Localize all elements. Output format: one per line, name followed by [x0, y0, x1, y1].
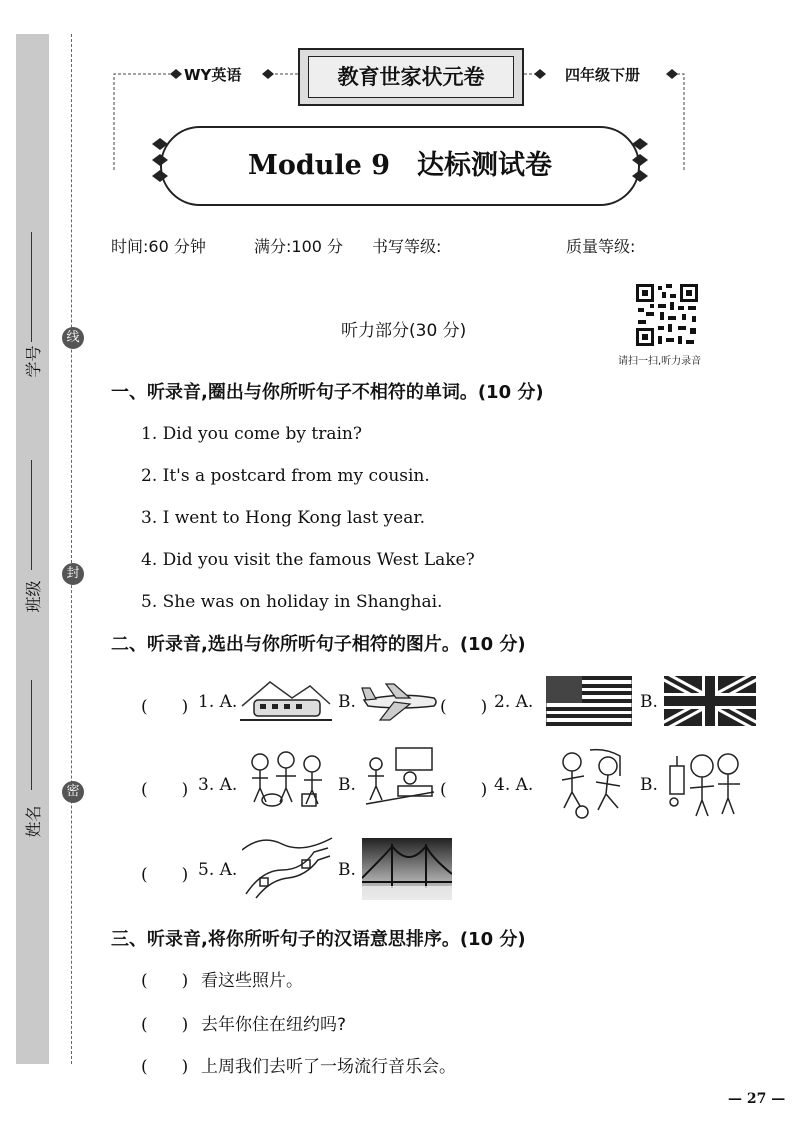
- seal-secret: 密: [62, 781, 84, 803]
- q3-option-a-label: 3. A.: [198, 775, 238, 795]
- cut-line: [71, 34, 72, 1064]
- answer-paren-q1[interactable]: ( ): [141, 697, 189, 717]
- q1-option-a-label: 1. A.: [198, 692, 238, 712]
- list-item: 4. Did you visit the famous West Lake?: [141, 550, 475, 570]
- brand-title: 教育世家状元卷: [308, 56, 514, 98]
- page-number: — 27 —: [728, 1091, 786, 1107]
- listening-heading: 听力部分(30 分): [341, 321, 467, 341]
- seal-line: 线: [62, 327, 84, 349]
- qr-caption: 请扫一扫,听力录音: [618, 356, 702, 367]
- q4-option-b-label: B.: [640, 775, 658, 795]
- uk-flag-image: [664, 676, 756, 726]
- answer-paren-q3[interactable]: ( ): [141, 780, 189, 800]
- section2-heading: 二、听录音,选出与你所听句子相符的图片。(10 分): [111, 634, 526, 655]
- q1-option-b-label: B.: [338, 692, 356, 712]
- q2-option-a-label: 2. A.: [494, 692, 534, 712]
- answer-paren[interactable]: ( ): [141, 971, 189, 991]
- seal-seal: 封: [62, 563, 84, 585]
- q3-option-b-label: B.: [338, 775, 356, 795]
- list-item: 5. She was on holiday in Shanghai.: [141, 592, 443, 612]
- golden-gate-bridge-image: [362, 838, 452, 900]
- band-concert-image: [242, 748, 328, 812]
- classroom-image: [362, 746, 438, 808]
- quality-grade-info: 质量等级:: [566, 237, 636, 256]
- page-title: Module 9 达标测试卷: [247, 150, 553, 181]
- binding-strip: [16, 34, 49, 1064]
- list-item: 2. It's a postcard from my cousin.: [141, 466, 430, 486]
- qr-code-icon[interactable]: [634, 282, 700, 348]
- name-line: [31, 680, 32, 790]
- list-item: 去年你住在纽约吗?: [201, 1015, 347, 1035]
- q4-option-a-label: 4. A.: [494, 775, 534, 795]
- us-flag-image: [546, 676, 632, 726]
- section1-heading: 一、听录音,圈出与你所听句子不相符的单词。(10 分): [111, 382, 544, 403]
- student-no-line: [31, 232, 32, 342]
- answer-paren[interactable]: ( ): [141, 1057, 189, 1077]
- full-score-info: 满分:100 分: [254, 237, 344, 256]
- answer-paren-q4[interactable]: ( ): [440, 780, 488, 800]
- name-label: 姓名: [24, 805, 43, 838]
- train-image: [240, 676, 332, 724]
- section3-heading: 三、听录音,将你所听句子的汉语意思排序。(10 分): [111, 929, 526, 950]
- class-line: [31, 460, 32, 570]
- football-kids-image: [546, 746, 634, 820]
- list-item: 1. Did you come by train?: [141, 424, 362, 444]
- q5-option-b-label: B.: [338, 860, 356, 880]
- list-item: 看这些照片。: [201, 971, 303, 991]
- great-wall-image: [242, 830, 334, 900]
- list-item: 上周我们去听了一场流行音乐会。: [201, 1057, 456, 1077]
- list-item: 3. I went to Hong Kong last year.: [141, 508, 426, 528]
- q5-option-a-label: 5. A.: [198, 860, 238, 880]
- tourist-kids-image: [664, 746, 746, 822]
- brand-box: [298, 48, 524, 106]
- plane-image: [360, 680, 440, 722]
- time-info: 时间:60 分钟: [111, 237, 206, 256]
- grade-tag: 四年级下册: [565, 66, 641, 84]
- answer-paren-q5[interactable]: ( ): [141, 865, 189, 885]
- answer-paren-q2[interactable]: ( ): [440, 697, 488, 717]
- subject-tag: WY英语: [184, 66, 242, 84]
- q2-option-b-label: B.: [640, 692, 658, 712]
- student-no-label: 学号: [24, 345, 43, 378]
- writing-grade-info: 书写等级:: [372, 237, 442, 256]
- class-label: 班级: [24, 580, 43, 613]
- answer-paren[interactable]: ( ): [141, 1015, 189, 1035]
